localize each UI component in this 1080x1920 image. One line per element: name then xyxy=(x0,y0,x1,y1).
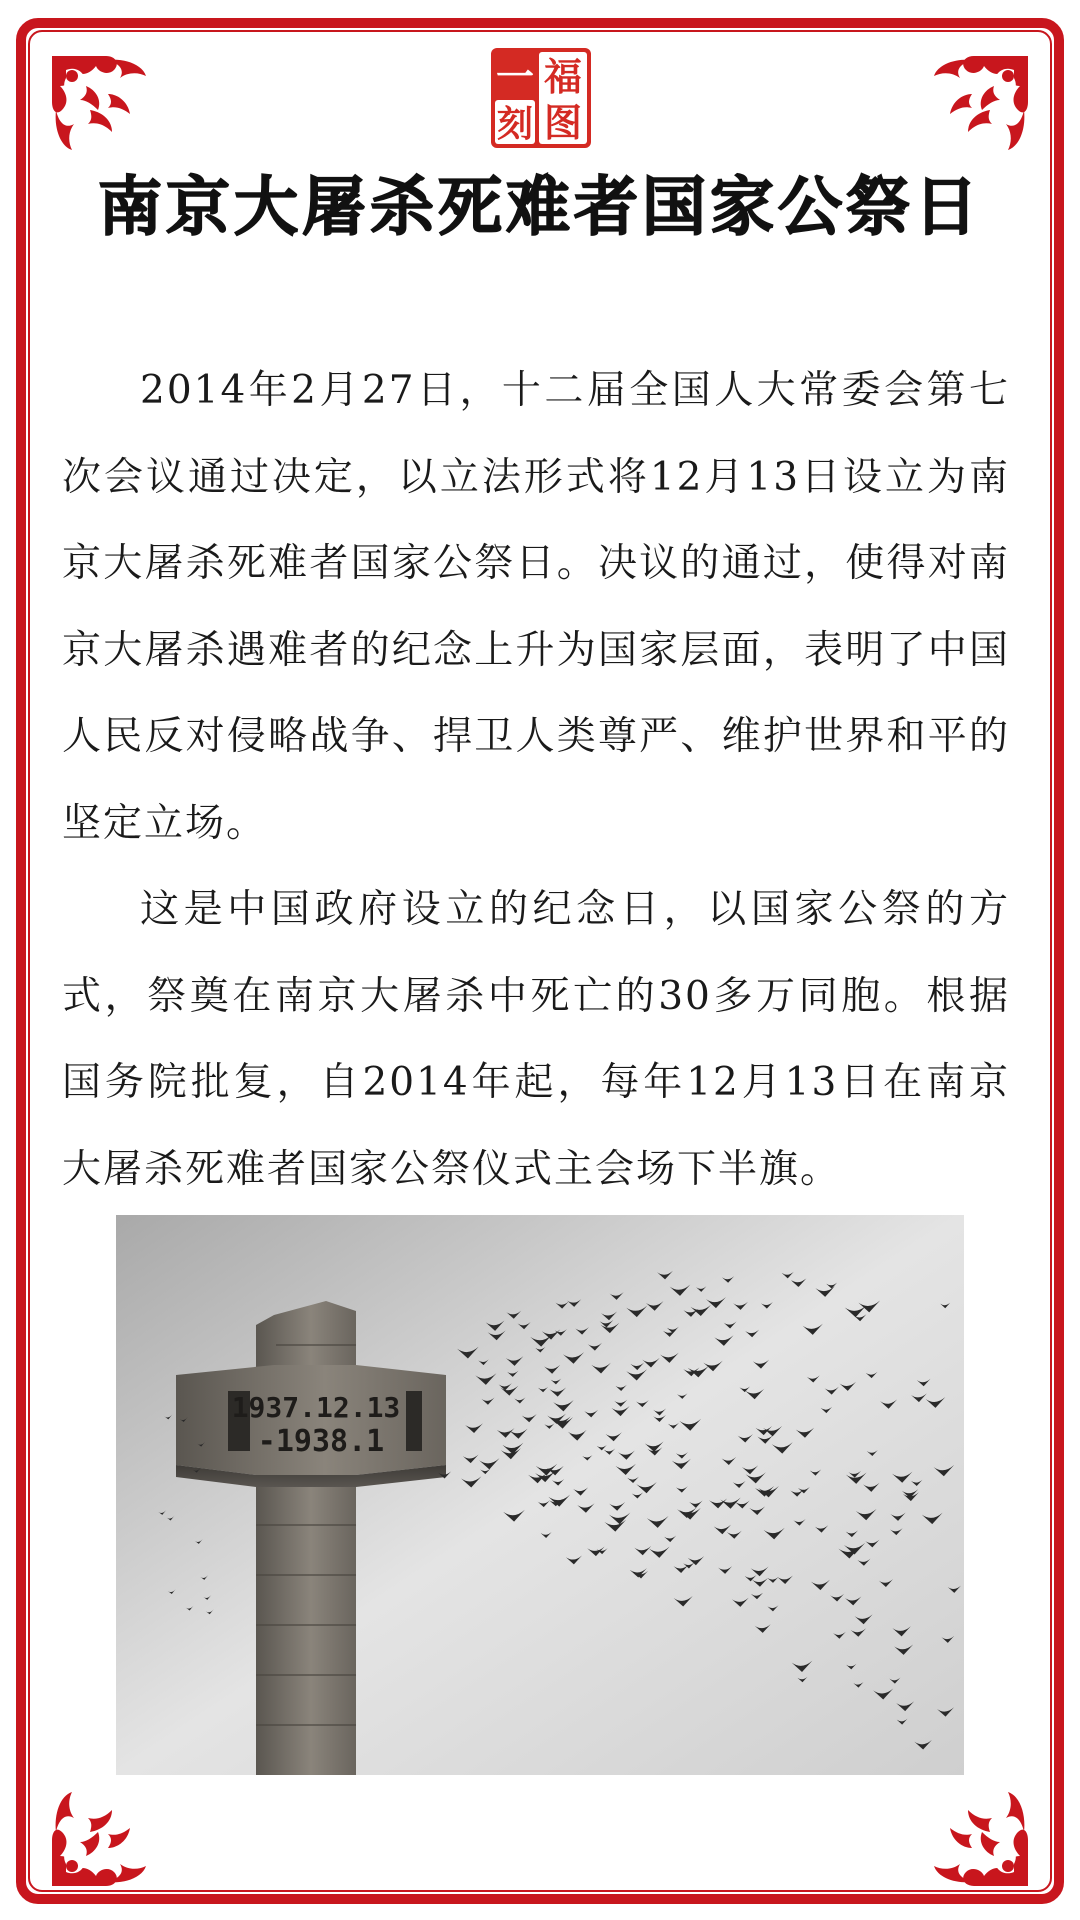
memorial-photo xyxy=(116,1215,964,1775)
article-body xyxy=(62,348,1010,1213)
corner-ornament-icon xyxy=(46,1782,156,1892)
seal-logo xyxy=(489,46,593,150)
corner-ornament-icon xyxy=(46,50,156,160)
paragraph: 2014年2月27日，十二届全国人大常委会第七次会议通过决定，以立法形式将12月13日设立为南京大屠杀死难者国家公祭日。决议的通过，使得对南京大屠杀遇难者的纪念上升为国家层面，表明了中国人民反对侵略战争、捍卫人类尊严、维护世界和平的坚定立场。 xyxy=(62,368,1010,846)
seal-char: 一 xyxy=(495,54,535,99)
corner-ornament-icon xyxy=(924,50,1034,160)
inscription: -1938.1 xyxy=(257,1424,385,1459)
inscription: 1937.12.13 xyxy=(231,1391,401,1424)
seal-char: 福 xyxy=(543,54,583,99)
seal-char: 图 xyxy=(543,100,583,145)
corner-ornament-icon xyxy=(924,1782,1034,1892)
paragraph: 这是中国政府设立的纪念日，以国家公祭的方式，祭奠在南京大屠杀中死亡的30多万同胞。根据国务院批复，自2014年起，每年12月13日在南京大屠杀死难者国家公祭仪式主会场下半旗。 xyxy=(62,887,1010,1192)
seal-char: 刻 xyxy=(496,103,534,145)
page-title: 南京大屠杀死难者国家公祭日 xyxy=(98,171,982,245)
